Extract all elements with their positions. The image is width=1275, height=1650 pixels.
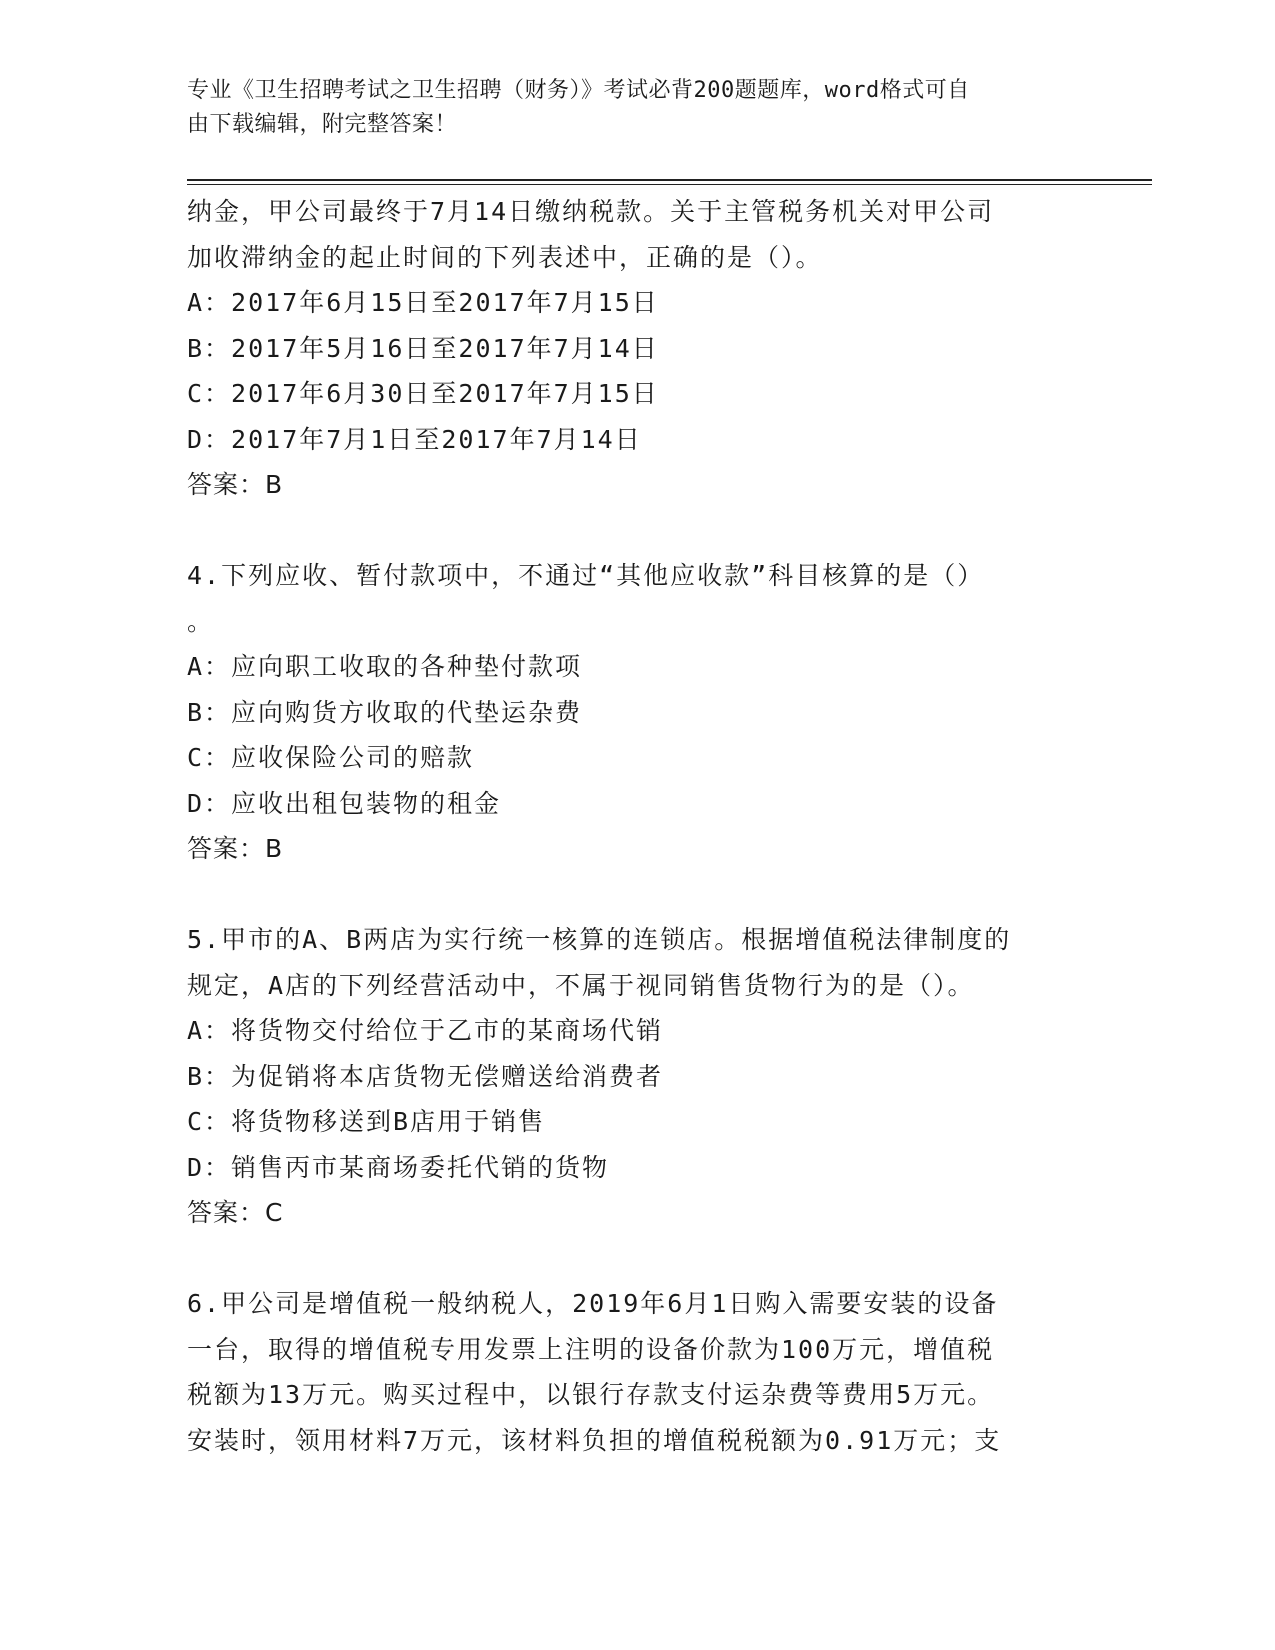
question-6: [187, 1281, 1087, 1463]
question-stem-line: 规定，A店的下列经营活动中，不属于视同销售货物行为的是（）。: [187, 970, 975, 1000]
option-d: D：2017年7月1日至2017年7月14日: [187, 424, 642, 454]
question-stem-line: 纳金，甲公司最终于7月14日缴纳税款。关于主管税务机关对甲公司: [187, 197, 995, 226]
question-4: [187, 553, 1087, 872]
option-b: B：2017年5月16日至2017年7月14日: [187, 333, 659, 363]
option-a: A：2017年6月15日至2017年7月15日: [187, 288, 659, 317]
header-line-2: 由下载编辑，附完整答案！: [187, 112, 458, 137]
question-stem-line: 加收滞纳金的起止时间的下列表述中，正确的是（）。: [187, 242, 823, 272]
question-stem-line: 安装时，领用材料7万元，该材料负担的增值税税额为0.91万元；支: [187, 1425, 1002, 1455]
question-stem-line: 4.下列应收、暂付款项中，不通过“其他应收款”科目核算的是（）: [187, 561, 985, 590]
option-d: D：应收出租包装物的租金: [187, 788, 502, 818]
question-stem-line: 一台，取得的增值税专用发票上注明的设备价款为100万元，增值税: [187, 1334, 995, 1364]
header-divider-thick: [187, 179, 1152, 181]
question-list: [187, 189, 1087, 1463]
spacer: [187, 508, 1087, 554]
spacer: [187, 872, 1087, 918]
question-stem-line: 5.甲市的A、B两店为实行统一核算的连锁店。根据增值税法律制度的: [187, 925, 1012, 954]
option-a: A：将货物交付给位于乙市的某商场代销: [187, 1016, 664, 1045]
header-line-1: 专业《卫生招聘考试之卫生招聘（财务）》考试必背200题题库，word格式可自: [187, 78, 970, 103]
option-c: C：将货物移送到B店用于销售: [187, 1107, 546, 1136]
document-header: [187, 74, 1087, 142]
answer-line: 答案：B: [187, 470, 284, 499]
option-c: C：应收保险公司的赔款: [187, 743, 475, 772]
question-3: [187, 189, 1087, 508]
option-b: B：为促销将本店货物无偿赠送给消费者: [187, 1061, 664, 1091]
question-stem-line: 6.甲公司是增值税一般纳税人，2019年6月1日购入需要安装的设备: [187, 1289, 999, 1318]
option-c: C：2017年6月30日至2017年7月15日: [187, 379, 659, 408]
option-a: A：应向职工收取的各种垫付款项: [187, 652, 583, 681]
option-d: D：销售丙市某商场委托代销的货物: [187, 1152, 610, 1182]
spacer: [187, 1236, 1087, 1282]
question-5: [187, 917, 1087, 1236]
question-stem-line: 税额为13万元。购买过程中，以银行存款支付运杂费等费用5万元。: [187, 1380, 995, 1409]
answer-line: 答案：B: [187, 834, 284, 863]
answer-line: 答案：C: [187, 1198, 284, 1227]
header-divider-thin: [187, 184, 1152, 185]
option-b: B：应向购货方收取的代垫运杂费: [187, 697, 583, 727]
question-stem-line: 。: [187, 606, 215, 636]
